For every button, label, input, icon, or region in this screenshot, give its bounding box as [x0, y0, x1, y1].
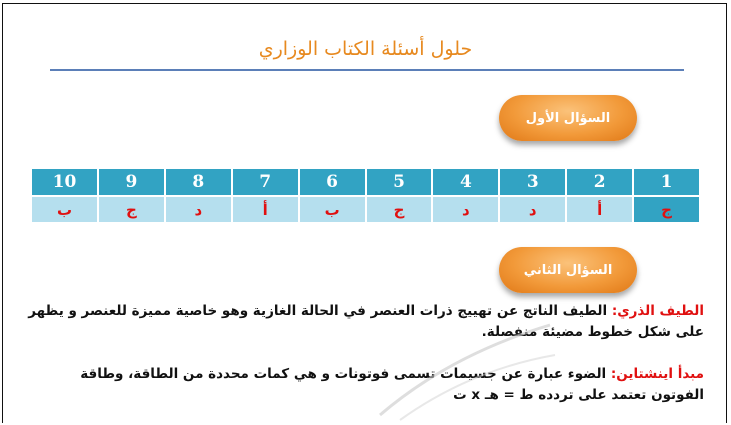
page-title: حلول أسئلة الكتاب الوزاري — [258, 38, 473, 60]
definition-text: الضوء عبارة عن جسيمات تسمى فوتونات و هي كمات محددة من الطاقة، وطاقة الفوتون تعتمد على تردده ط = هـ x ت — [80, 366, 704, 403]
definition-term: مبدأ اينشتاين: — [610, 366, 704, 382]
question-number: 6 — [300, 169, 365, 197]
question-number: 1 — [634, 169, 699, 197]
answer-cell: ج — [367, 197, 432, 222]
answer-cell: ب — [300, 197, 365, 222]
question-number: 9 — [99, 169, 164, 197]
question-number: 7 — [233, 169, 298, 197]
answer-cell: ج — [99, 197, 164, 222]
answer-row — [32, 197, 699, 222]
definition-paragraph — [28, 301, 704, 343]
section-1-label: السؤال الأول — [525, 110, 611, 126]
definition-text: الطيف الناتج عن تهييج ذرات العنصر في الحالة الغازية وهو خاصية مميزة للعنصر و يظهر على شكل خطوط مضيئة منفصلة. — [28, 303, 704, 340]
title-underline — [50, 69, 684, 71]
question-number: 4 — [433, 169, 498, 197]
question-number: 8 — [166, 169, 231, 197]
answer-cell: ب — [32, 197, 97, 222]
section-1-badge — [499, 95, 637, 141]
answers-table — [30, 169, 701, 222]
definition-paragraph — [28, 364, 704, 406]
answer-cell: أ — [233, 197, 298, 222]
answer-cell: د — [166, 197, 231, 222]
answer-cell: د — [500, 197, 565, 222]
question-number-row — [32, 169, 699, 197]
question-number: 3 — [500, 169, 565, 197]
section-2-label: السؤال الثاني — [523, 262, 613, 278]
question-number: 5 — [367, 169, 432, 197]
answer-cell: ج — [634, 197, 699, 222]
question-number: 2 — [567, 169, 632, 197]
question-number: 10 — [32, 169, 97, 197]
answer-cell: أ — [567, 197, 632, 222]
answer-cell: د — [433, 197, 498, 222]
definition-term: الطيف الذري: — [611, 303, 704, 319]
section-2-badge — [499, 247, 637, 293]
